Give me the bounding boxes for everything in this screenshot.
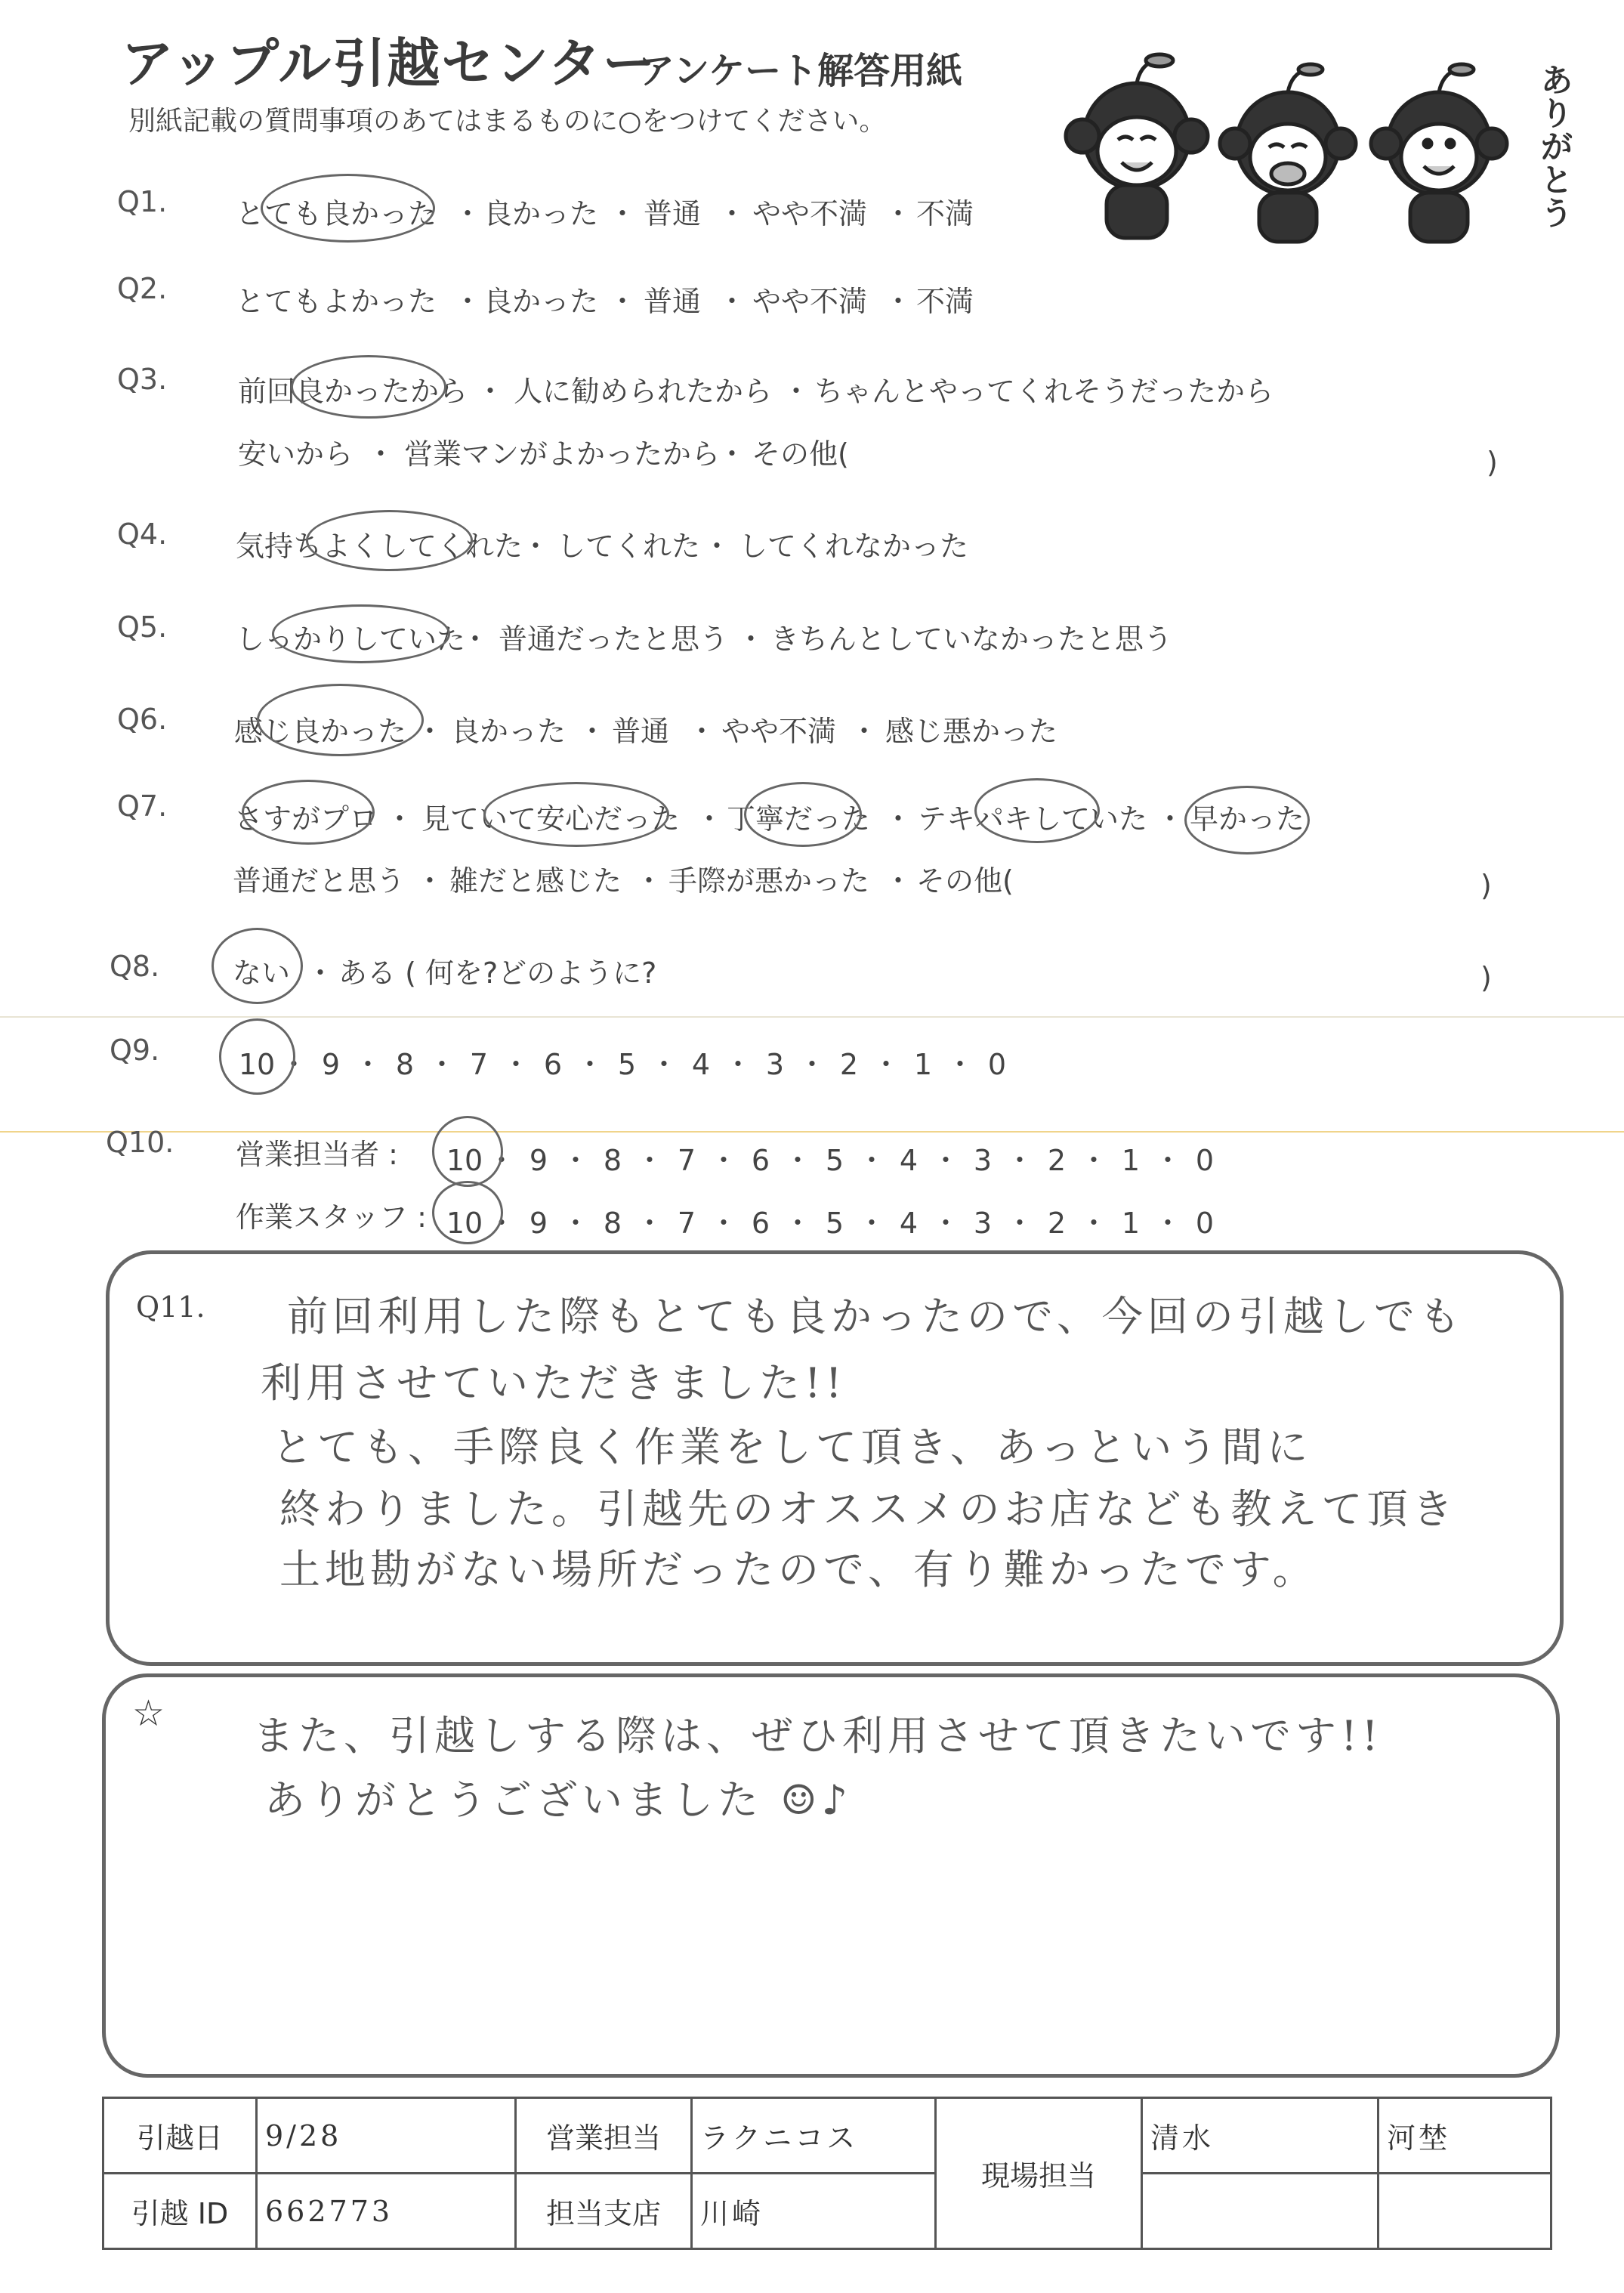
q9-scale: 10 ・ 9 ・ 8 ・ 7 ・ 6 ・ 5 ・ 4 ・ 3 ・ 2 ・ 1 ・ 0 (238, 1041, 1016, 1083)
q3-option-6[interactable]: その他( (752, 437, 849, 471)
instructions: 別紙記載の質問事項のあてはまるものに○をつけてください。 (128, 106, 887, 137)
monkey-mascots-illustration (1046, 45, 1530, 249)
q10-sales-option-10[interactable]: 10 (446, 1144, 483, 1177)
q6-option-1[interactable]: 感じ良かった (234, 715, 407, 748)
q9-option-0[interactable]: 0 (987, 1048, 1007, 1081)
q5-label: Q5. (117, 610, 168, 644)
q11-label: Q11. (136, 1290, 205, 1324)
q9-answer-circle (219, 1018, 295, 1095)
q7-option-6[interactable]: 普通だと思う (233, 864, 406, 898)
q4-option-2[interactable]: してくれた (557, 530, 701, 563)
q10-staff-option-6[interactable]: 6 (751, 1207, 770, 1240)
q9-option-6[interactable]: 6 (543, 1048, 563, 1081)
q10-sales-label: 営業担当者 : (236, 1138, 398, 1171)
q10-staff-option-4[interactable]: 4 (899, 1207, 919, 1240)
q3-label: Q3. (117, 363, 168, 396)
q9-label: Q9. (110, 1034, 160, 1067)
move-info-table (102, 2097, 1552, 2250)
q10-sales-option-2[interactable]: 2 (1047, 1144, 1067, 1177)
q7-circle-2 (483, 782, 669, 847)
thanks-vertical-text: ありがとう (1541, 62, 1573, 232)
q7-option-7[interactable]: 雑だと感じた (449, 864, 622, 898)
company-title: アップル引越センター (121, 32, 657, 94)
q2-option-1[interactable]: とてもよかった (236, 285, 437, 318)
site-label: 現場担当 (936, 2098, 1142, 2249)
q3-option-3[interactable]: ちゃんとやってくれそうだったから (814, 375, 1274, 408)
q3-option-2[interactable]: 人に勧められたから (514, 375, 773, 408)
q5-option-2[interactable]: 普通だったと思う (499, 623, 729, 656)
q10-sales-option-3[interactable]: 3 (973, 1144, 993, 1177)
q7-option-3[interactable]: 丁寧だった (727, 802, 871, 836)
move-date-value: 9/28 (257, 2098, 516, 2174)
q10-sales-scale: 10 ・ 9 ・ 8 ・ 7 ・ 6 ・ 5 ・ 4 ・ 3 ・ 2 ・ 1 ・ 0 (446, 1137, 1224, 1179)
q7-option-4[interactable]: テキパキしていた (918, 802, 1148, 836)
q10-sales-option-5[interactable]: 5 (825, 1144, 844, 1177)
q8-option-some[interactable]: ある ( 何を?どのように? (338, 956, 657, 990)
star-icon: ☆ (132, 1692, 165, 1735)
q3-option-5[interactable]: 営業マンがよかったから (404, 437, 721, 471)
q10-staff-option-0[interactable]: 0 (1195, 1207, 1215, 1240)
q2-option-2[interactable]: 良かった (483, 285, 599, 318)
q11-line-3: とても、手際良く作業をして頂き、あっという間に (272, 1423, 1313, 1471)
q10-staff-option-7[interactable]: 7 (677, 1207, 696, 1240)
q2-label: Q2. (117, 272, 168, 305)
q6-option-4[interactable]: やや不満 (721, 715, 837, 748)
q9-option-3[interactable]: 3 (765, 1048, 785, 1081)
q5-option-3[interactable]: きちんとしていなかったと思う (770, 623, 1173, 656)
q7-other-close: ) (1480, 869, 1492, 902)
q9-option-1[interactable]: 1 (913, 1048, 933, 1081)
q1-option-5[interactable]: 不満 (916, 197, 974, 230)
q10-sales-option-6[interactable]: 6 (751, 1144, 770, 1177)
q10-staff-option-8[interactable]: 8 (603, 1207, 622, 1240)
q1-option-4[interactable]: やや不満 (752, 197, 868, 230)
q7-option-2[interactable]: 見ていて安心だった (421, 802, 681, 836)
q10-sales-option-0[interactable]: 0 (1195, 1144, 1215, 1177)
q6-option-5[interactable]: 感じ悪かった (885, 715, 1058, 748)
q11-line-5: 土地勘がない場所だったので、有り難かったです。 (279, 1546, 1318, 1593)
q11-line-1: 前回利用した際もとても良かったので、今回の引越しでも (287, 1293, 1465, 1340)
q1-label: Q1. (117, 185, 168, 218)
q9-option-7[interactable]: 7 (469, 1048, 489, 1081)
q9-option-4[interactable]: 4 (691, 1048, 711, 1081)
q3-answer-circle (291, 355, 446, 419)
form-subtitle: アンケート解答用紙 (638, 50, 963, 92)
q3-option-4[interactable]: 安いから (238, 437, 354, 471)
branch-value: 川崎 (692, 2174, 936, 2249)
q10-staff-answer-circle (432, 1181, 503, 1244)
q5-option-1[interactable]: しっかりしていた (236, 623, 466, 656)
q10-sales-answer-circle (432, 1116, 503, 1187)
q6-label: Q6. (117, 703, 168, 736)
q10-staff-label: 作業スタッフ : (236, 1201, 427, 1234)
q7-circle-3 (744, 782, 862, 847)
q10-staff-scale: 10 ・ 9 ・ 8 ・ 7 ・ 6 ・ 5 ・ 4 ・ 3 ・ 2 ・ 1 ・ 0 (446, 1200, 1224, 1241)
q7-option-1[interactable]: さすがプロ (234, 802, 378, 836)
q11-line-2: 利用させていただきました!! (261, 1359, 847, 1407)
q10-sales-option-9[interactable]: 9 (529, 1144, 548, 1177)
q10-staff-option-10[interactable]: 10 (446, 1207, 483, 1240)
q10-staff-option-3[interactable]: 3 (973, 1207, 993, 1240)
q9-option-2[interactable]: 2 (839, 1048, 859, 1081)
q7-circle-4 (974, 778, 1100, 843)
q7-option-8[interactable]: 手際が悪かった (668, 864, 870, 898)
branch-label: 担当支店 (516, 2174, 692, 2249)
sales-label: 営業担当 (516, 2098, 692, 2174)
q7-label: Q7. (117, 790, 168, 823)
extra-line-1: また、引越しする際は、ぜひ利用させて頂きたいです!! (253, 1712, 1383, 1760)
q10-staff-option-1[interactable]: 1 (1121, 1207, 1141, 1240)
q5-answer-circle (272, 604, 450, 663)
q3-option-1[interactable]: 前回良かったから (238, 375, 468, 408)
q10-sales-option-8[interactable]: 8 (603, 1144, 622, 1177)
q10-sales-option-1[interactable]: 1 (1121, 1144, 1141, 1177)
q7-option-5[interactable]: 早かった (1190, 802, 1305, 836)
sales-value: ラクニコス (692, 2098, 936, 2174)
extra-line-2: ありがとうございました ☺♪ (264, 1776, 853, 1824)
q7-option-9[interactable]: その他( (916, 864, 1014, 898)
q4-label: Q4. (117, 518, 168, 551)
q1-answer-circle (261, 174, 435, 243)
q8-close: ) (1480, 961, 1492, 994)
q3-other-close: ) (1487, 446, 1498, 479)
q9-option-10[interactable]: 10 (238, 1048, 276, 1081)
q10-label: Q10. (106, 1126, 174, 1159)
q6-answer-circle (257, 684, 424, 756)
q8-label: Q8. (110, 950, 160, 983)
move-date-label: 引越日 (103, 2098, 257, 2174)
q9-option-5[interactable]: 5 (617, 1048, 637, 1081)
q4-answer-circle (306, 510, 473, 571)
q7-circle-1 (242, 780, 375, 845)
q9-option-9[interactable]: 9 (321, 1048, 341, 1081)
q6-option-3[interactable]: 普通 (612, 715, 670, 748)
q10-sales-option-7[interactable]: 7 (677, 1144, 696, 1177)
q1-option-3[interactable]: 普通 (644, 197, 702, 230)
q8-option-none[interactable]: ない (233, 956, 291, 990)
q8-answer-circle (211, 928, 303, 1004)
q1-option-1[interactable]: とても良かった (236, 197, 437, 230)
q1-option-2[interactable]: 良かった (483, 197, 599, 230)
q9-option-8[interactable]: 8 (395, 1048, 415, 1081)
q10-sales-option-4[interactable]: 4 (899, 1144, 919, 1177)
move-id-value: 662773 (257, 2174, 516, 2249)
q4-option-1[interactable]: 気持ちよくしてくれた (236, 530, 523, 563)
q4-option-3[interactable]: してくれなかった (739, 530, 969, 563)
site-staff-2: 河埜 (1379, 2098, 1551, 2174)
q7-circle-5 (1184, 786, 1310, 854)
q10-staff-option-9[interactable]: 9 (529, 1207, 548, 1240)
q2-option-3[interactable]: 普通 (644, 285, 702, 318)
q6-option-2[interactable]: 良かった (451, 715, 567, 748)
q11-line-4: 終わりました。引越先のオススメのお店なども教えて頂き (279, 1485, 1458, 1533)
q2-option-5[interactable]: 不満 (916, 285, 974, 318)
q2-option-4[interactable]: やや不満 (752, 285, 868, 318)
q10-staff-option-5[interactable]: 5 (825, 1207, 844, 1240)
site-staff-1: 清水 (1142, 2098, 1379, 2174)
q10-staff-option-2[interactable]: 2 (1047, 1207, 1067, 1240)
move-id-label: 引越 ID (103, 2174, 257, 2249)
